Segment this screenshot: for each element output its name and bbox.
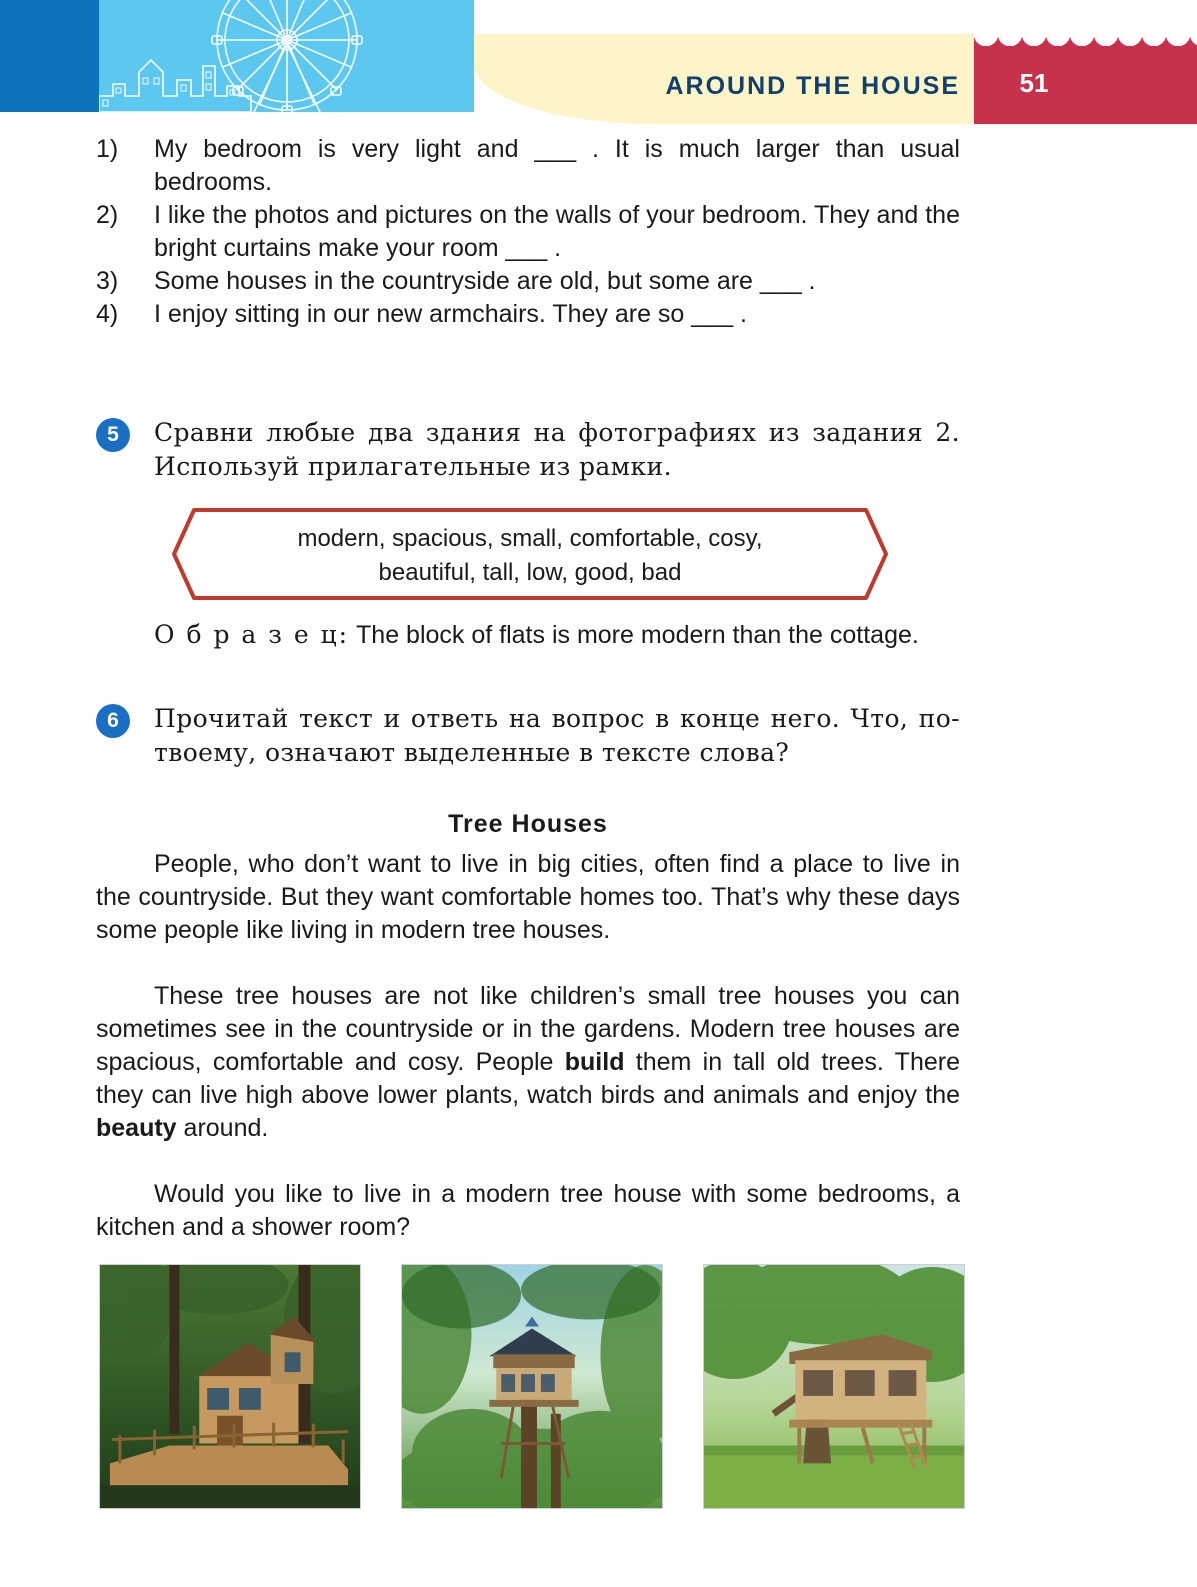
tree-house-photo-1 [99, 1264, 361, 1509]
story-paragraph-1: People, who don’t want to live in big cities, often find a place to live in the countryside. But they want comfortable homes too. That’s why these days some people like living in modern tree houses. [96, 850, 960, 944]
header-left-blue-strip [0, 0, 99, 112]
adjectives-word-box [170, 506, 890, 602]
page-header [0, 0, 1197, 124]
list-item [96, 265, 960, 298]
item-number: 4) [96, 300, 119, 328]
exercise-5 [96, 416, 960, 484]
exercise-5-instruction: Сравни любые два здания на фотографиях из задания 2. Используй прилагательные из рамки. [154, 418, 960, 481]
tree-house-photo-3 [703, 1264, 965, 1509]
header-illustration-block [99, 0, 474, 112]
exercise-6-badge: 6 [96, 704, 130, 738]
paragraph-2-part-3: around. [176, 1114, 269, 1142]
exercise-6-instruction: Прочитай текст и ответь на вопрос в конце него. Что, по-твоему, означают выделенные в тексте слова? [154, 704, 960, 767]
item-number: 3) [96, 267, 119, 295]
item-text: Some houses in the countryside are old, but some are ___ . [154, 267, 816, 295]
item-text: I like the photos and pictures on the walls of your bedroom. They and the bright curtains make your room ___ . [154, 201, 960, 262]
bold-word-build: build [564, 1048, 625, 1076]
page-number: 51 [1019, 68, 1049, 98]
word-box-line-2: beautiful, tall, low, good, bad [378, 559, 682, 586]
sample-text: The block of flats is more modern than the cottage. [349, 621, 919, 649]
list-item [96, 298, 960, 331]
exercise-4-items [96, 133, 960, 331]
paragraph-2-part-1: These tree houses are not like children’s small tree houses you can sometimes see in the countryside or in the gardens. Modern tree houses are spacious, comfortable and cosy. People [96, 982, 960, 1076]
tree-house-photo-row [99, 1264, 969, 1509]
story-title: Tree Houses [448, 810, 608, 838]
item-number: 1) [96, 135, 119, 163]
exercise-5-sample [154, 618, 960, 652]
paragraph-2-part-2: them in tall old trees. There they can live high above lower plants, watch birds and animals and enjoy the [96, 1048, 960, 1109]
list-item [96, 133, 960, 199]
item-text: I enjoy sitting in our new armchairs. They are so ___ . [154, 300, 747, 328]
word-box-line-1: modern, spacious, small, comfortable, cosy, [297, 525, 763, 552]
item-number: 2) [96, 201, 119, 229]
word-box-text [192, 522, 868, 590]
item-text: My bedroom is very light and ___ . It is much larger than usual bedrooms. [154, 135, 960, 196]
story-paragraph-3: Would you like to live in a modern tree house with some bedrooms, a kitchen and a shower room? [96, 1180, 960, 1241]
ferris-wheel-city-skyline-icon [99, 0, 474, 112]
story-paragraph-2 [96, 980, 960, 1145]
sample-label: О б р а з е ц: [154, 620, 350, 649]
exercise-5-badge: 5 [96, 418, 130, 452]
list-item [96, 199, 960, 265]
exercise-6 [96, 702, 960, 770]
bold-word-beauty: beauty [96, 1114, 177, 1142]
tree-house-photo-2 [401, 1264, 663, 1509]
page-title: AROUND THE HOUSE [665, 72, 960, 100]
